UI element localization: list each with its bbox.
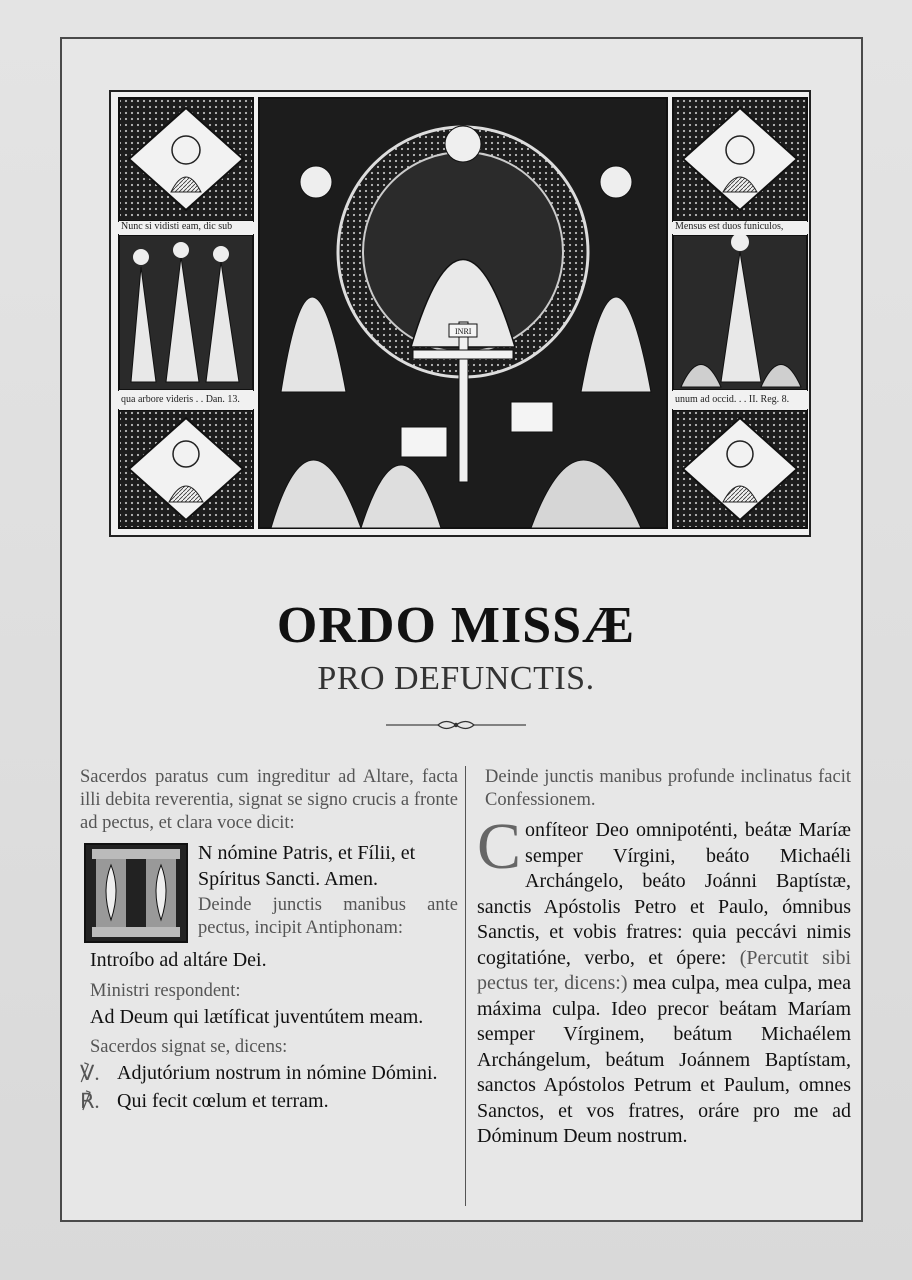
confession-rubric: Deinde junctis manibus profunde inclinatus facit Confessionem. xyxy=(485,767,851,810)
last-judgment-engraving xyxy=(109,90,811,537)
ministers-response: Ad Deum qui lætíficat juventútem meam. xyxy=(90,1005,424,1028)
rubric-ministers: Ministri respondent: xyxy=(90,980,241,1001)
rubric-antiphon: Deinde junctis manibus ante pectus, incipit Antiphonam: xyxy=(198,895,458,938)
panel-top-right xyxy=(673,98,807,221)
panel-middle-right xyxy=(673,233,807,390)
ornament-divider xyxy=(386,716,526,734)
response-row xyxy=(80,1089,458,1115)
confiteor-rubric: (Percutit sibi pectus ter, dicens:) xyxy=(477,946,851,994)
initial-letter: I xyxy=(86,845,87,846)
drop-cap: C xyxy=(477,810,522,883)
panel-bottom-left xyxy=(119,410,253,528)
column-divider xyxy=(465,766,466,1206)
response-text: Qui fecit cœlum et terram. xyxy=(117,1089,329,1112)
versicle-text: Adjutórium nostrum in nómine Dómini. xyxy=(117,1062,438,1084)
invocation-text: N nómine Patris, et Fílii, et Spíritus Sancti. Amen. xyxy=(198,842,416,890)
versicle-symbol: ℣. xyxy=(80,1061,100,1085)
rubric-priest-signs: Sacerdos signat se, dicens: xyxy=(90,1037,288,1057)
page-title: ORDO MISSÆ xyxy=(276,597,636,654)
antiphon-text: Introíbo ad altáre Dei. xyxy=(90,949,267,971)
confiteor-text xyxy=(477,810,851,1150)
intro-rubric: Sacerdos paratus cum ingreditur ad Altare, facta illi debita reverentia, signat se signo crucis a fronte ad pectus, et clara voce dicit: xyxy=(80,767,458,833)
illuminated-initial-art xyxy=(86,845,186,941)
engraving-art xyxy=(111,92,809,535)
illuminated-initial xyxy=(84,843,188,943)
invocation-block xyxy=(80,841,458,940)
right-column xyxy=(477,766,851,1150)
caption-top-right: Mensus est duos funiculos, xyxy=(675,221,784,232)
confiteor-part1: onfíteor Deo omnipoténti, beátæ Maríæ semper Vírgini, beáto Michaéli Archángelo, beáto Joánni Baptístæ, sanctis Apóstolis Petro et Paulo, ómnibus Sanctis, et vobis fratres: quia peccávi nimis cogitatióne, verbo, et ópere: xyxy=(477,819,851,969)
panel-bottom-right xyxy=(673,410,807,528)
page-subtitle: PRO DEFUNCTIS. xyxy=(317,660,595,697)
versicle-row xyxy=(80,1061,458,1087)
caption-top-left: Nunc si vidisti eam, dic sub xyxy=(121,221,233,232)
response-symbol: ℟. xyxy=(80,1088,100,1113)
caption-bottom-left: qua arbore videris . . Dan. 13. xyxy=(121,394,240,405)
left-column xyxy=(80,766,458,1114)
panel-middle-left xyxy=(119,235,253,390)
caption-bottom-right: unum ad occid. . . II. Reg. 8. xyxy=(675,394,790,405)
panel-center xyxy=(259,98,667,528)
panel-top-left xyxy=(119,98,253,221)
confiteor-part2: mea culpa, mea culpa, mea máxima culpa. Ideo precor beátam Maríam semper Vírginem, beátum Michaélem Archángelum, beátum Joánnem Baptístam, sanctos Apóstolos Petrum et Paulum, omnes Sanctos, et vos fratres, oráre pro me ad Dóminum Deum nostrum. xyxy=(477,972,851,1147)
inri-label: INRI xyxy=(455,327,472,336)
